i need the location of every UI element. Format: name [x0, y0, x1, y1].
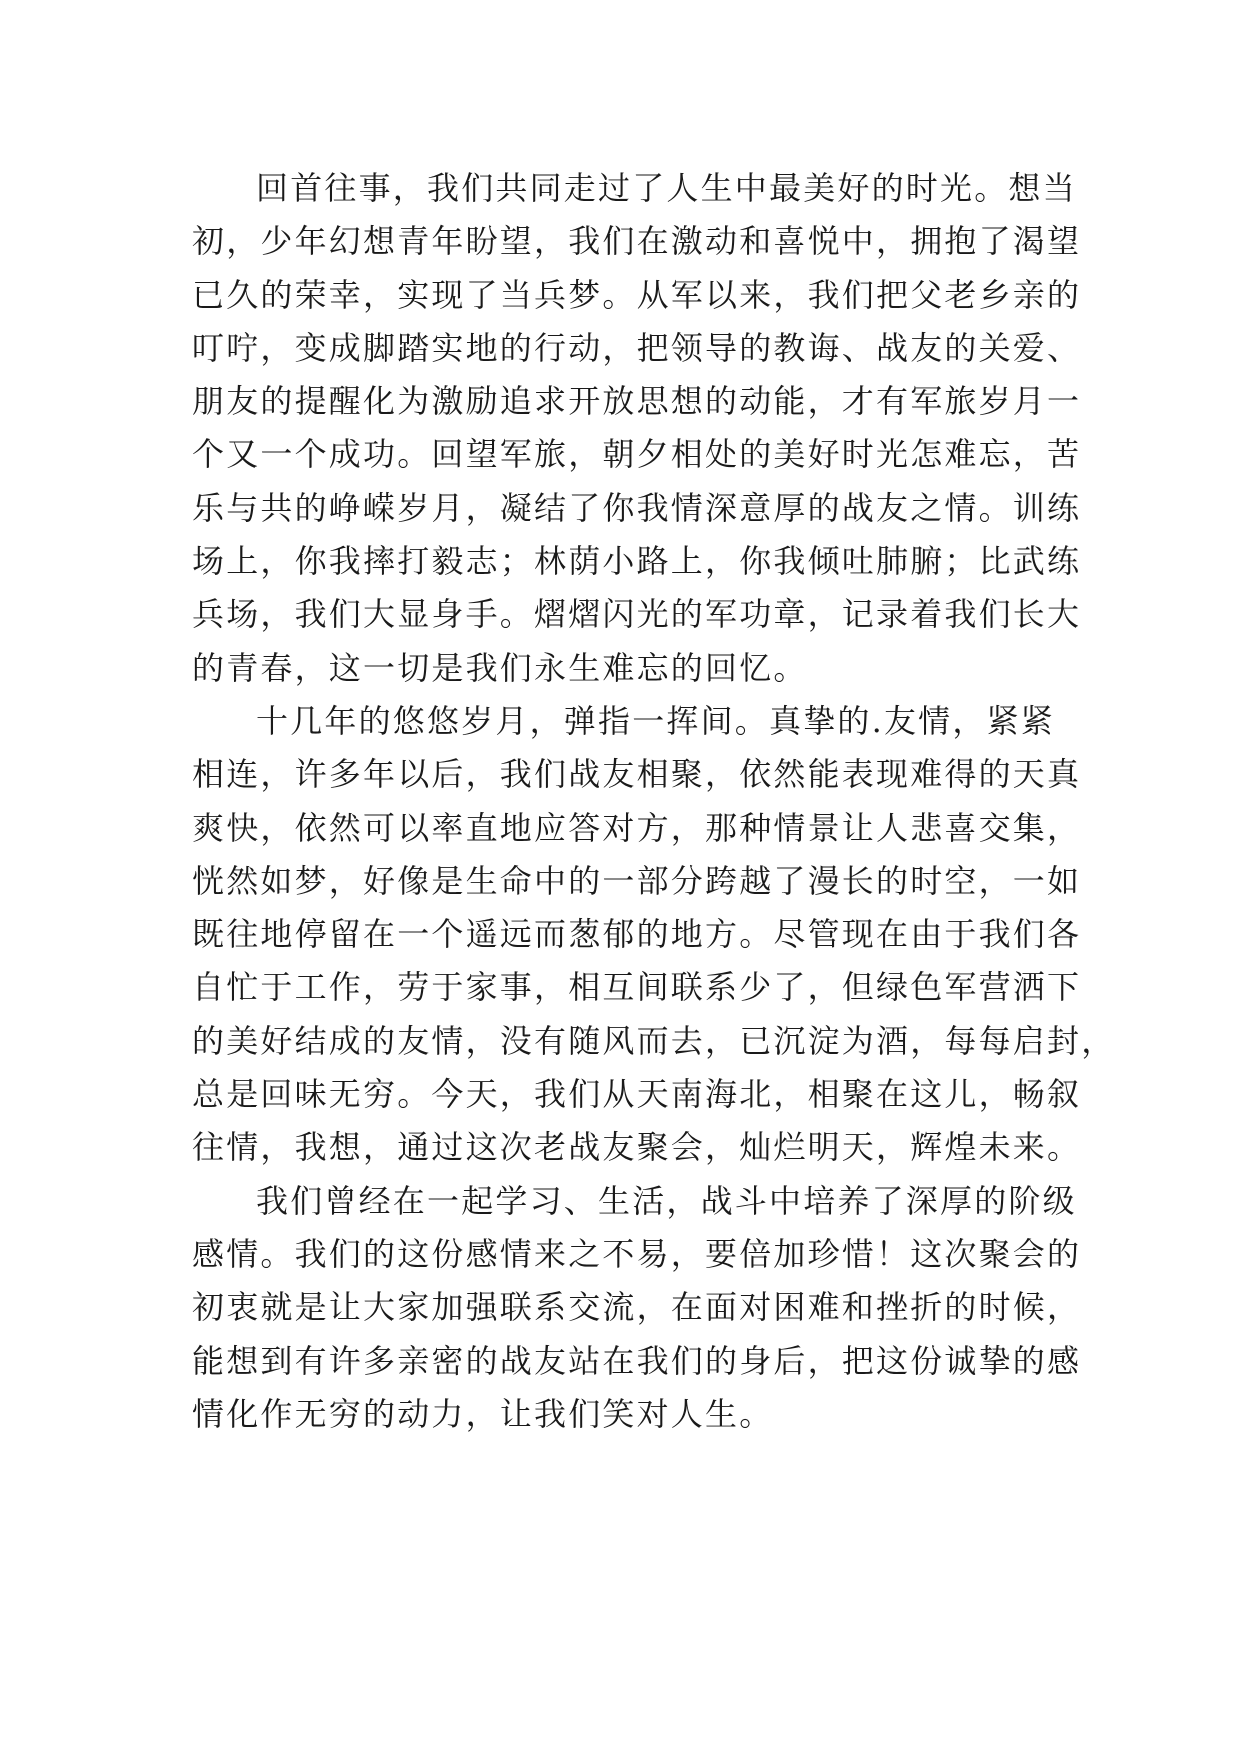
paragraph-line: 既往地停留在一个遥远而葱郁的地方。尽管现在由于我们各 — [192, 915, 1082, 954]
paragraph-line: 情化作无穷的动力，让我们笑对人生。 — [192, 1394, 774, 1433]
paragraph-line: 初，少年幻想青年盼望，我们在激动和喜悦中，拥抱了渴望 — [192, 222, 1082, 261]
paragraph-line: 感情。我们的这份感情来之不易，要倍加珍惜！这次聚会的 — [192, 1234, 1082, 1273]
paragraph-line: 的青春，这一切是我们永生难忘的回忆。 — [192, 648, 808, 687]
paragraph-line: 能想到有许多亲密的战友站在我们的身后，把这份诚挚的感 — [192, 1341, 1082, 1380]
document-body — [192, 162, 1116, 1441]
paragraph-line: 的美好结成的友情，没有随风而去，已沉淀为酒，每每启封， — [192, 1021, 1116, 1060]
paragraph-line: 个又一个成功。回望军旅，朝夕相处的美好时光怎难忘，苦 — [192, 435, 1082, 474]
paragraph-line: 我们曾经在一起学习、生活，战斗中培养了深厚的阶级 — [256, 1181, 1077, 1220]
paragraph-3 — [192, 1175, 1082, 1441]
paragraph-line: 场上，你我摔打毅志；林荫小路上，你我倾吐肺腑；比武练 — [192, 542, 1082, 581]
paragraph-line: 自忙于工作，劳于家事，相互间联系少了，但绿色军营洒下 — [192, 968, 1082, 1007]
paragraph-line: 初衷就是让大家加强联系交流，在面对困难和挫折的时候， — [192, 1288, 1082, 1327]
paragraph-line: 朋友的提醒化为激励追求开放思想的动能，才有军旅岁月一 — [192, 382, 1082, 421]
paragraph-line: 回首往事，我们共同走过了人生中最美好的时光。想当 — [256, 169, 1077, 207]
paragraph-line: 兵场，我们大显身手。熠熠闪光的军功章，记录着我们长大 — [192, 595, 1082, 634]
paragraph-2 — [192, 695, 1116, 1175]
paragraph-line: 爽快，依然可以率直地应答对方，那种情景让人悲喜交集， — [192, 808, 1082, 847]
paragraph-line: 总是回味无穷。今天，我们从天南海北，相聚在这儿，畅叙 — [192, 1075, 1082, 1114]
paragraph-line: 往情，我想，通过这次老战友聚会，灿烂明天，辉煌未来。 — [192, 1128, 1082, 1167]
paragraph-line: 叮咛，变成脚踏实地的行动，把领导的教诲、战友的关爱、 — [192, 328, 1082, 367]
paragraph-1 — [192, 162, 1082, 695]
paragraph-line: 恍然如梦，好像是生命中的一部分跨越了漫长的时空，一如 — [192, 861, 1082, 900]
paragraph-line: 相连，许多年以后，我们战友相聚，依然能表现难得的天真 — [192, 755, 1082, 794]
paragraph-line: 已久的荣幸，实现了当兵梦。从军以来，我们把父老乡亲的 — [192, 275, 1082, 314]
paragraph-line: 乐与共的峥嵘岁月，凝结了你我情深意厚的战友之情。训练 — [192, 488, 1082, 527]
paragraph-line: 十几年的悠悠岁月，弹指一挥间。真挚的.友情，紧紧 — [256, 701, 1055, 740]
